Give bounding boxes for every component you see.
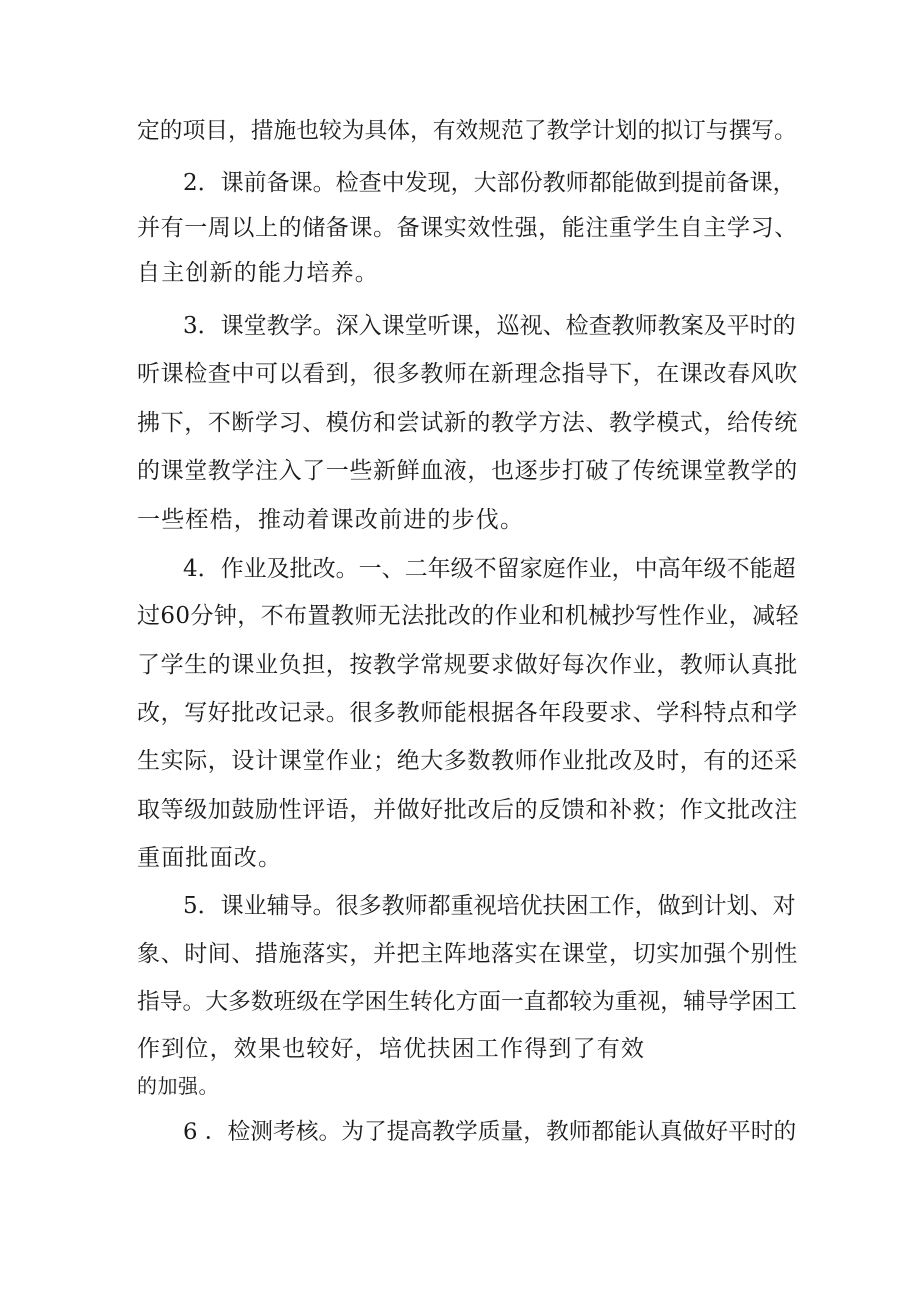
text-line: 拂下，不断学习、模仿和尝试新的教学方法、教学模式，给传统	[137, 410, 798, 436]
text-line: 重面批面改。	[137, 845, 283, 871]
text-line: 3．课堂教学。深入课堂听课，巡视、检查教师教案及平时的	[183, 313, 796, 339]
text-line: 2．课前备课。检查中发现，大部份教师都能做到提前备课，	[183, 170, 796, 196]
text-line: 生实际，设计课堂作业；绝大多数教师作业批改及时，有的还采	[137, 748, 798, 774]
text-line: 4．作业及批改。一、二年级不留家庭作业，中高年级不能超	[183, 556, 796, 582]
text-line: 象、时间、措施落实，并把主阵地落实在课堂，切实加强个别性	[137, 941, 798, 967]
text-line: 自主创新的能力培养。	[137, 260, 379, 286]
text-line: 了学生的课业负担，按教学常规要求做好每次作业，教师认真批	[137, 652, 798, 678]
text-line: 指导。大多数班级在学困生转化方面一直都较为重视，辅导学困工	[137, 989, 797, 1015]
text-line: 的加强。	[137, 1074, 219, 1098]
text-line: 一些桎梏，推动着课改前进的步伐。	[137, 507, 525, 533]
text-line: 听课检查中可以看到，很多教师在新理念指导下，在课改春风吹	[137, 361, 798, 387]
text-line: 的课堂教学注入了一些新鲜血液，也逐步打破了传统课堂教学的	[137, 458, 798, 484]
text-line: 5．课业辅导。很多教师都重视培优扶困工作，做到计划、对	[183, 893, 796, 919]
text-line: 改，写好批改记录。很多教师能根据各年段要求、学科特点和学	[137, 700, 798, 726]
text-line: 过60分钟，不布置教师无法批改的作业和机械抄写性作业，减轻	[137, 603, 799, 629]
text-line: 作到位，效果也较好，培优扶困工作得到了有效	[137, 1036, 646, 1062]
text-line: 取等级加鼓励性评语，并做好批改后的反馈和补救；作文批改注	[137, 797, 798, 823]
text-line: 定的项目，措施也较为具体，有效规范了教学计划的拟订与撰写。	[137, 118, 797, 144]
text-line: 6 ．检测考核。为了提高教学质量，教师都能认真做好平时的	[183, 1119, 797, 1145]
text-line: 并有一周以上的储备课。备课实效性强，能注重学生自主学习、	[137, 215, 798, 241]
